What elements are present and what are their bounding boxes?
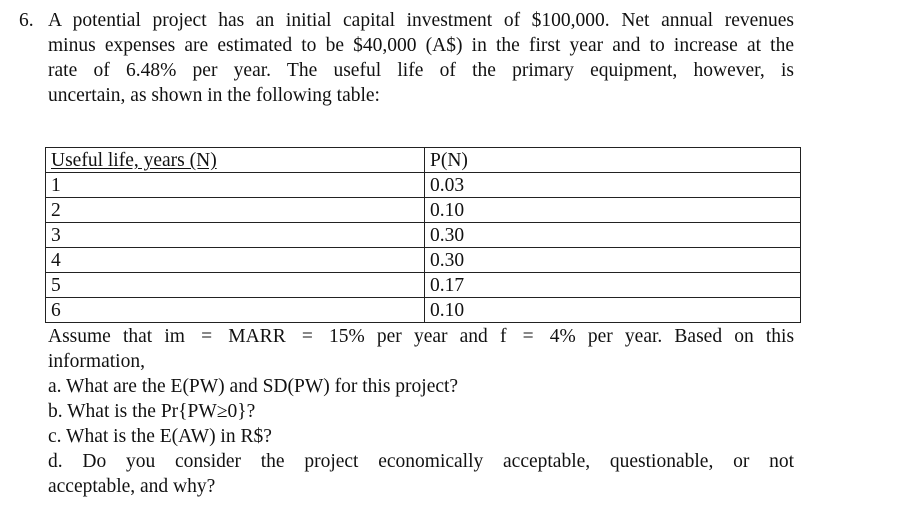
statement-line: minus expenses are estimated to be $40,000 (A$) in the first year and to increase at the xyxy=(48,35,794,56)
useful-life-table xyxy=(45,147,801,323)
table-row xyxy=(46,273,801,298)
cell-probability: 0.30 xyxy=(425,248,801,273)
equals-sign: = xyxy=(201,326,213,347)
cell-years: 2 xyxy=(46,198,425,223)
question-d-continuation: acceptable, and why? xyxy=(48,476,216,497)
statement-line: rate of 6.48% per year. The useful life of the primary equipment, however, is xyxy=(48,60,794,81)
cell-probability: 0.03 xyxy=(425,173,801,198)
cell-years: 6 xyxy=(46,298,425,323)
table-row xyxy=(46,298,801,323)
question-d: d. Do you consider the project economically acceptable, questionable, or not xyxy=(48,451,794,472)
cell-probability: 0.17 xyxy=(425,273,801,298)
table-row xyxy=(46,223,801,248)
equals-sign: = xyxy=(522,326,534,347)
problem-statement xyxy=(48,8,794,108)
question-b: b. What is the Pr{PW≥0}? xyxy=(48,401,256,422)
cell-years: 3 xyxy=(46,223,425,248)
assumption-prefix: Assume that im xyxy=(48,326,185,347)
cell-years: 4 xyxy=(46,248,425,273)
statement-line: A potential project has an initial capital investment of $100,000. Net annual revenues xyxy=(48,10,794,31)
assumption-line xyxy=(48,324,794,349)
question-number: 6. xyxy=(19,10,34,31)
equals-sign: = xyxy=(301,326,313,347)
cell-years: 1 xyxy=(46,173,425,198)
cell-probability: 0.10 xyxy=(425,298,801,323)
assumption-middle: 15% per year and f xyxy=(329,326,507,347)
question-a: a. What are the E(PW) and SD(PW) for this project? xyxy=(48,376,459,397)
table-row xyxy=(46,173,801,198)
header-useful-life: Useful life, years (N) xyxy=(46,148,425,173)
assumption-suffix: 4% per year. Based on this xyxy=(549,326,795,347)
assumptions-and-questions xyxy=(48,324,794,499)
cell-probability: 0.30 xyxy=(425,223,801,248)
table-row xyxy=(46,198,801,223)
cell-probability: 0.10 xyxy=(425,198,801,223)
cell-years: 5 xyxy=(46,273,425,298)
assumption-continuation: information, xyxy=(48,351,145,372)
header-probability: P(N) xyxy=(425,148,801,173)
table-row xyxy=(46,248,801,273)
marr-label: MARR xyxy=(228,326,286,347)
question-c: c. What is the E(AW) in R$? xyxy=(48,426,272,447)
table-header-row xyxy=(46,148,801,173)
statement-line: uncertain, as shown in the following table: xyxy=(48,85,380,106)
